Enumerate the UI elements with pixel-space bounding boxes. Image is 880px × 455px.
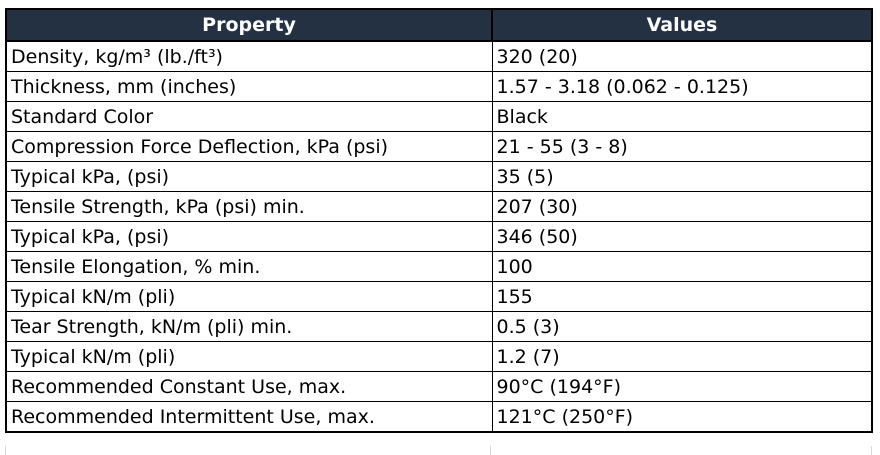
value-cell: 207 (30) (492, 192, 872, 222)
column-header-property: Property (6, 9, 492, 41)
value-cell: 100 (492, 252, 872, 282)
table-row (6, 72, 872, 102)
properties-table (5, 8, 873, 433)
table-row (6, 282, 872, 312)
table-row (6, 132, 872, 162)
header-row (6, 9, 872, 41)
property-cell: Typical kPa, (psi) (6, 162, 492, 192)
value-cell: 121°C (250°F) (492, 402, 872, 433)
table-row (6, 222, 872, 252)
table-row (6, 162, 872, 192)
properties-sheet (5, 8, 871, 433)
value-cell: 346 (50) (492, 222, 872, 252)
property-cell: Recommended Intermittent Use, max. (6, 402, 492, 433)
property-cell: Density, kg/m³ (lb./ft³) (6, 41, 492, 72)
table-row (6, 102, 872, 132)
value-cell: 155 (492, 282, 872, 312)
table-row (6, 192, 872, 222)
property-cell: Recommended Constant Use, max. (6, 372, 492, 402)
table-row (6, 252, 872, 282)
property-cell: Tensile Strength, kPa (psi) min. (6, 192, 492, 222)
table-row (6, 402, 872, 433)
value-cell: Black (492, 102, 872, 132)
value-cell: 90°C (194°F) (492, 372, 872, 402)
table-row (6, 372, 872, 402)
value-cell: 320 (20) (492, 41, 872, 72)
column-header-values: Values (492, 9, 872, 41)
property-cell: Typical kN/m (pli) (6, 282, 492, 312)
property-cell: Tear Strength, kN/m (pli) min. (6, 312, 492, 342)
gridline (871, 446, 872, 455)
value-cell: 21 - 55 (3 - 8) (492, 132, 872, 162)
value-cell: 1.57 - 3.18 (0.062 - 0.125) (492, 72, 872, 102)
table-row (6, 342, 872, 372)
property-cell: Thickness, mm (inches) (6, 72, 492, 102)
value-cell: 0.5 (3) (492, 312, 872, 342)
property-cell: Typical kPa, (psi) (6, 222, 492, 252)
property-cell: Tensile Elongation, % min. (6, 252, 492, 282)
property-cell: Typical kN/m (pli) (6, 342, 492, 372)
gridline (5, 446, 6, 455)
value-cell: 1.2 (7) (492, 342, 872, 372)
table-row (6, 41, 872, 72)
gridline (490, 446, 491, 455)
table-row (6, 312, 872, 342)
property-cell: Compression Force Deflection, kPa (psi) (6, 132, 492, 162)
value-cell: 35 (5) (492, 162, 872, 192)
property-cell: Standard Color (6, 102, 492, 132)
